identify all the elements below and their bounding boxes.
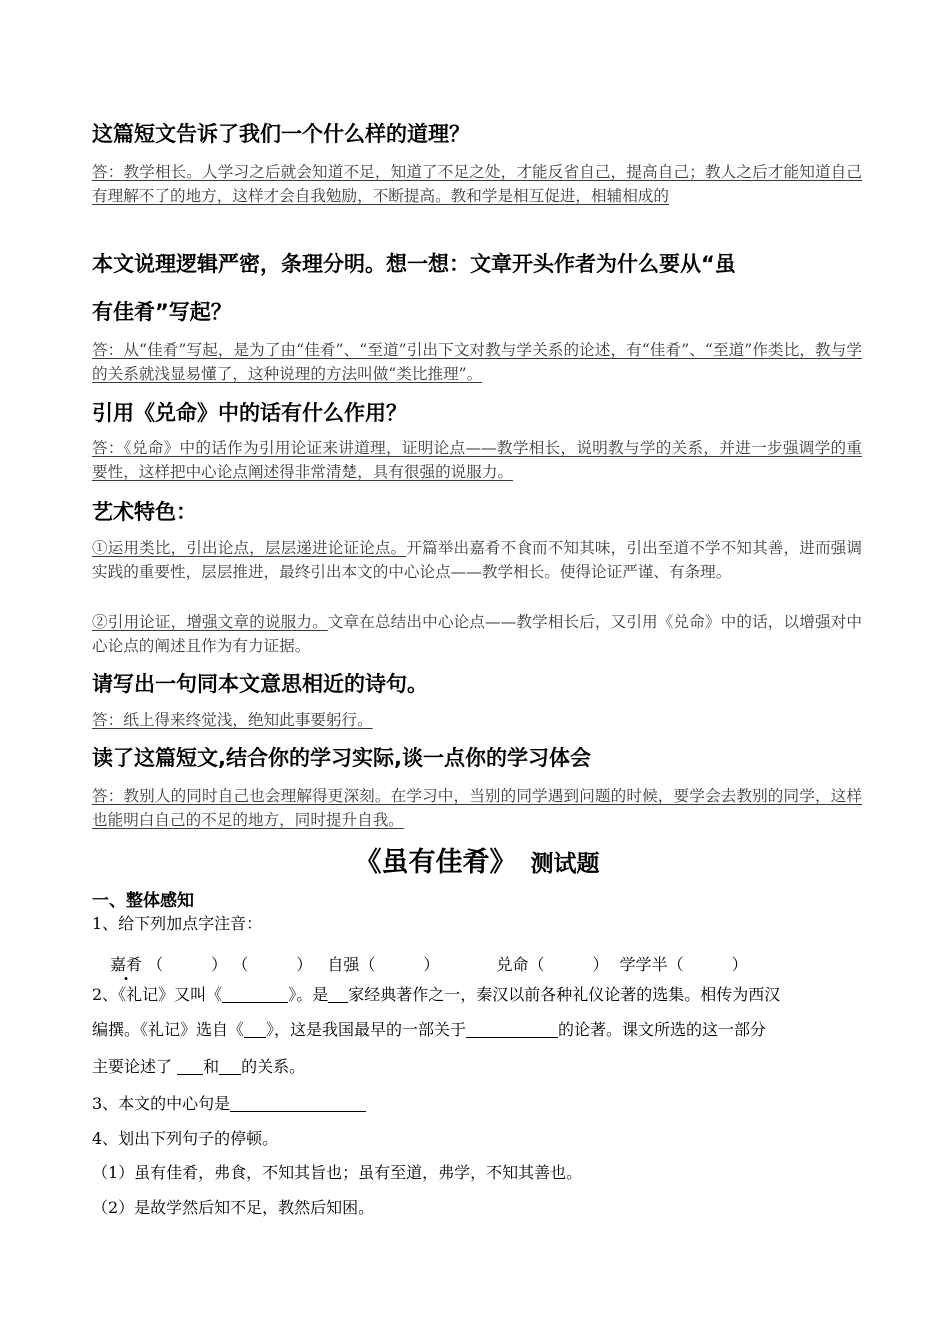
q2-text-g: 主要论述了 — [92, 1057, 178, 1076]
q3-text: 3、本文的中心句是 — [92, 1094, 231, 1113]
pinyin-blank-3[interactable]: （ ） — [359, 955, 440, 974]
test-question-4: 4、划出下列句子的停顿。 — [92, 1129, 279, 1148]
question-learning-experience: 读了这篇短文,结合你的学习实际,谈一点你的学习体会 — [92, 746, 591, 770]
pinyin-row — [110, 952, 880, 975]
answer-quote-function: 答：《兑命》中的话作为引用论证来讲道理，证明论点——教学相长，说明教与学的关系，并进一步强调学的重要性，这样把中心论点阐述得非常清楚，具有很强的说服力。 — [92, 439, 862, 481]
test-question-2-line2 — [92, 1017, 862, 1040]
art-feature-1-heading: ①运用类比，引出论点，层层递进论证论点。 — [92, 539, 407, 557]
question-opening-line2: 有佳肴”写起？ — [92, 300, 232, 324]
pinyin-blank-5[interactable]: （ ） — [667, 955, 748, 974]
art-feature-2-body: 文章在总结出中心论点——教学相长后，又引用《兑命》中的话，以增强对中心论点的阐述且作为有力证据。 — [92, 613, 862, 655]
answer-lesson: 答：教学相长。人学习之后就会知道不足，知道了不足之处，才能反省自己，提高自己；教人之后才能知道自己有理解不了的地方，这样才会自我勉励，不断提高。教和学是相互促进，相辅相成的 — [92, 163, 862, 205]
test-sentence-1: （1）虽有佳肴，弗食，不知其旨也；虽有至道，弗学，不知其善也。 — [92, 1163, 583, 1182]
section-heading: 一、整体感知 — [92, 891, 194, 911]
answer-art-feature-1 — [92, 536, 862, 584]
test-title-sub: 测试题 — [530, 851, 600, 877]
q3-blank-central-sentence[interactable] — [230, 1093, 366, 1112]
question-quote-function: 引用《兑命》中的话有什么作用？ — [92, 401, 407, 425]
pinyin-blank-1[interactable]: （ ） — [147, 955, 228, 974]
q2-blank-relation-1[interactable] — [177, 1056, 203, 1075]
q2-blank-school[interactable] — [328, 984, 348, 1003]
pinyin-word-1: 嘉肴 — [110, 955, 143, 974]
art-feature-2-heading: ②引用论证，增强文章的说服力。 — [92, 613, 328, 631]
test-title — [92, 840, 862, 879]
test-sentence-2: （2）是故学然后知不足，教然后知困。 — [92, 1198, 375, 1217]
pinyin-blank-4[interactable]: （ ） — [528, 955, 609, 974]
test-question-2-line1 — [92, 982, 862, 1005]
answer-similar-poem-text: 答：纸上得来终觉浅，绝知此事要躬行。 — [92, 711, 373, 729]
test-question-3 — [92, 1091, 862, 1114]
art-feature-1-body: 开篇举出嘉肴不食而不知其味，引出至道不学不知其善，进而强调实践的重要性，层层推进，最终引出本文的中心论点——教学相长。使得论证严谨、有条理。 — [92, 539, 862, 581]
question-opening-line1: 本文说理逻辑严密，条理分明。想一想：文章开头作者为什么要从“虽 — [92, 252, 736, 276]
q2-blank-source[interactable] — [244, 1019, 266, 1038]
pinyin-blank-2[interactable]: （ ） — [232, 955, 313, 974]
q2-blank-topic[interactable] — [466, 1019, 558, 1038]
answer-similar-poem — [92, 708, 862, 732]
pinyin-word-4: 学学半 — [619, 955, 668, 974]
q2-text-h: 和 — [203, 1057, 220, 1076]
test-question-1: 1、给下列加点字注音： — [92, 914, 263, 933]
answer-art-feature-2 — [92, 610, 862, 658]
q2-text-e: 》，这是我国最早的一部关于 — [266, 1020, 467, 1039]
pinyin-word-jiayao — [110, 955, 142, 974]
q2-blank-alt-name[interactable] — [222, 984, 288, 1003]
pinyin-word-3: 兑命 — [496, 955, 529, 974]
test-question-2-line3 — [92, 1054, 862, 1077]
q2-text-d: 编撰。《礼记》选自《 — [92, 1020, 245, 1039]
test-title-main: 《虽有佳肴》 — [354, 847, 517, 878]
question-lesson: 这篇短文告诉了我们一个什么样的道理？ — [92, 122, 470, 146]
q2-text-f: 的论著。课文所选的这一部分 — [558, 1020, 767, 1039]
q2-text-a: 2、《礼记》又叫《 — [92, 985, 223, 1004]
pinyin-word-2: 自强 — [327, 955, 360, 974]
answer-opening: 答：从“佳肴”写起，是为了由“佳肴”、“至道”引出下文对教与学关系的论述，有“佳肴”、“至道”作类比，教与学的关系就浅显易懂了，这种说理的方法叫做“类比推理”。 — [92, 341, 862, 383]
q2-text-b: 》。是 — [288, 985, 329, 1004]
question-art-features: 艺术特色： — [92, 500, 197, 524]
q2-blank-relation-2[interactable] — [219, 1056, 241, 1075]
q2-text-c: 家经典著作之一，秦汉以前各种礼仪论著的选集。相传为西汉 — [348, 985, 781, 1004]
answer-learning-experience: 答：教别人的同时自己也会理解得更深刻。在学习中，当别的同学遇到问题的时候，要学会去教别的同学，这样也能明白自己的不足的地方，同时提升自我。 — [92, 787, 862, 829]
question-similar-poem: 请写出一句同本文意思相近的诗句。 — [92, 672, 428, 696]
q2-text-i: 的关系。 — [241, 1057, 306, 1076]
